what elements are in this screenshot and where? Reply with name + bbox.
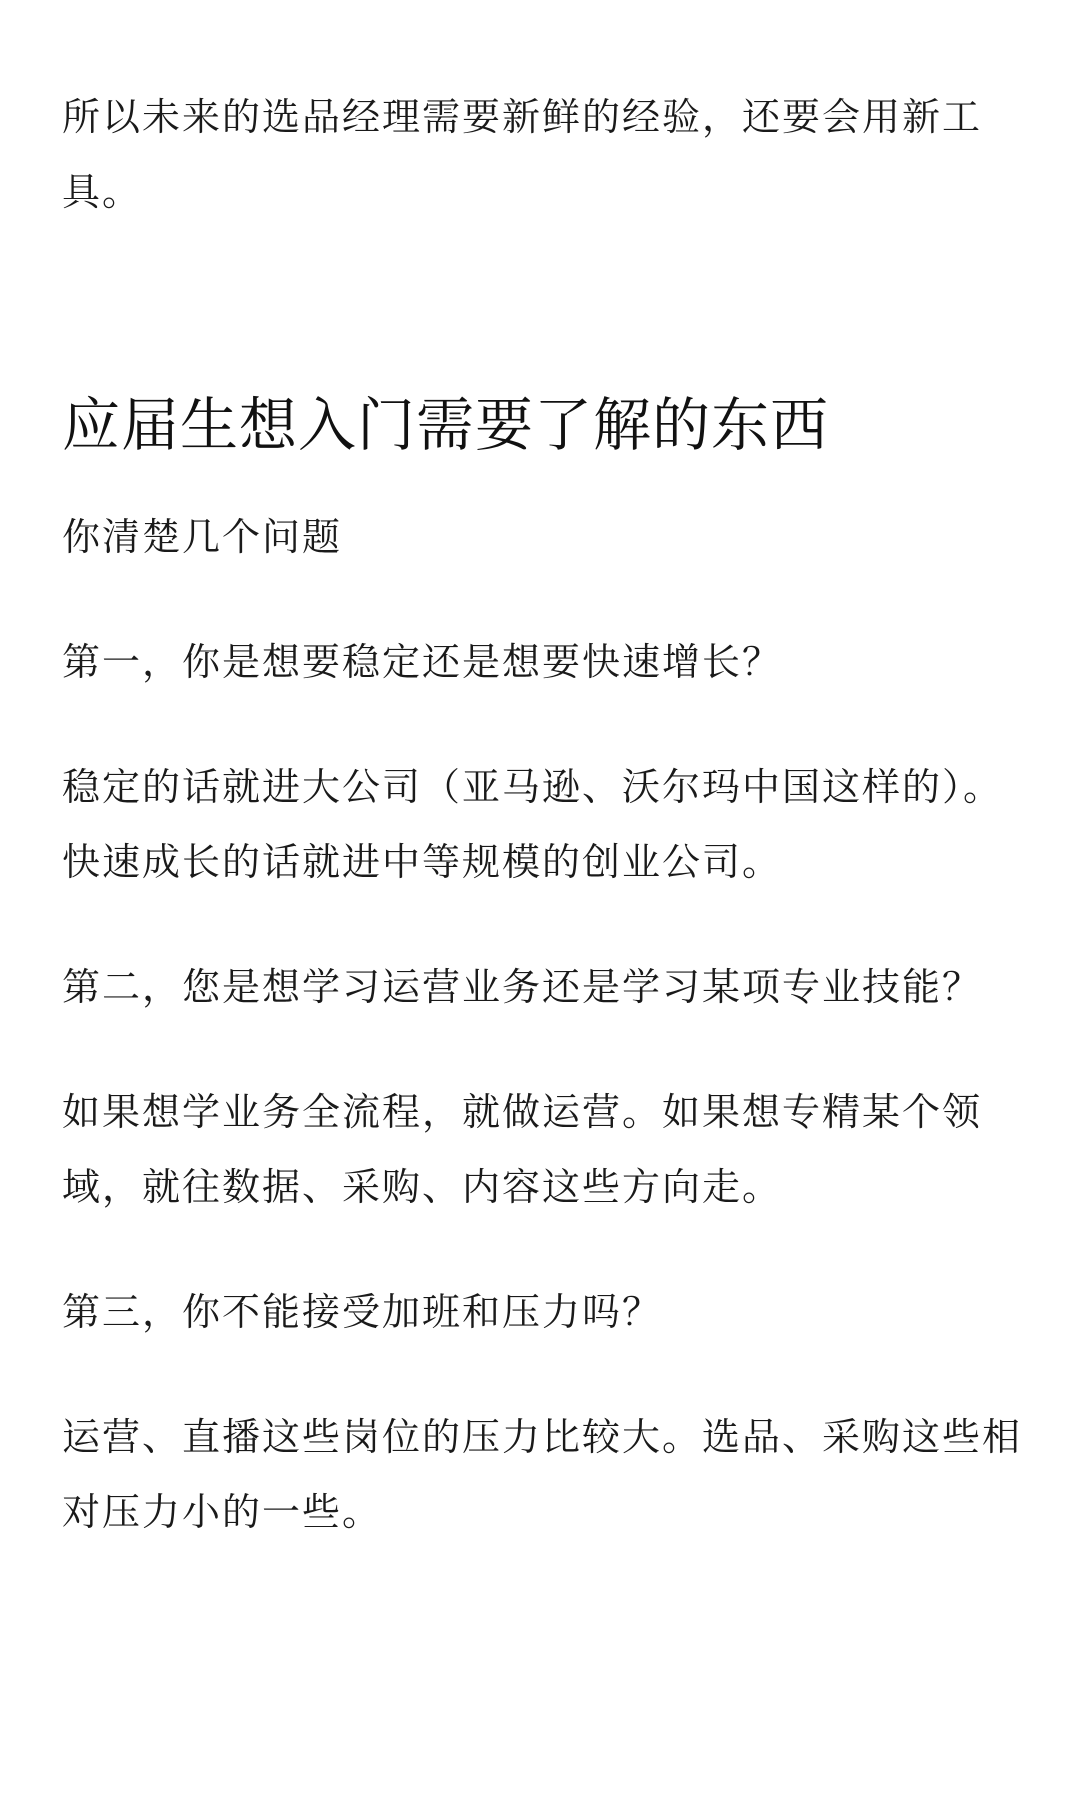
paragraph-answer-one: 稳定的话就进大公司（亚马逊、沃尔玛中国这样的）。快速成长的话就进中等规模的创业公司。 xyxy=(62,765,1004,884)
paragraph-answer-three: 运营、直播这些岗位的压力比较大。选品、采购这些相对压力小的一些。 xyxy=(62,1415,1023,1534)
paragraph-question-one: 第一，你是想要稳定还是想要快速增长？ xyxy=(62,640,783,684)
paragraph-questions-intro: 你清楚几个问题 xyxy=(62,515,343,559)
paragraph-answer-two: 如果想学业务全流程，就做运营。如果想专精某个领域，就往数据、采购、内容这些方向走。 xyxy=(62,1090,983,1209)
paragraph-question-two: 第二，您是想学习运营业务还是学习某项专业技能？ xyxy=(62,965,983,1009)
article-body xyxy=(62,80,1022,1550)
section-heading: 应届生想入门需要了解的东西 xyxy=(62,391,830,459)
paragraph-question-three: 第三，你不能接受加班和压力吗？ xyxy=(62,1290,663,1334)
intro-paragraph: 所以未来的选品经理需要新鲜的经验，还要会用新工具。 xyxy=(62,95,983,214)
